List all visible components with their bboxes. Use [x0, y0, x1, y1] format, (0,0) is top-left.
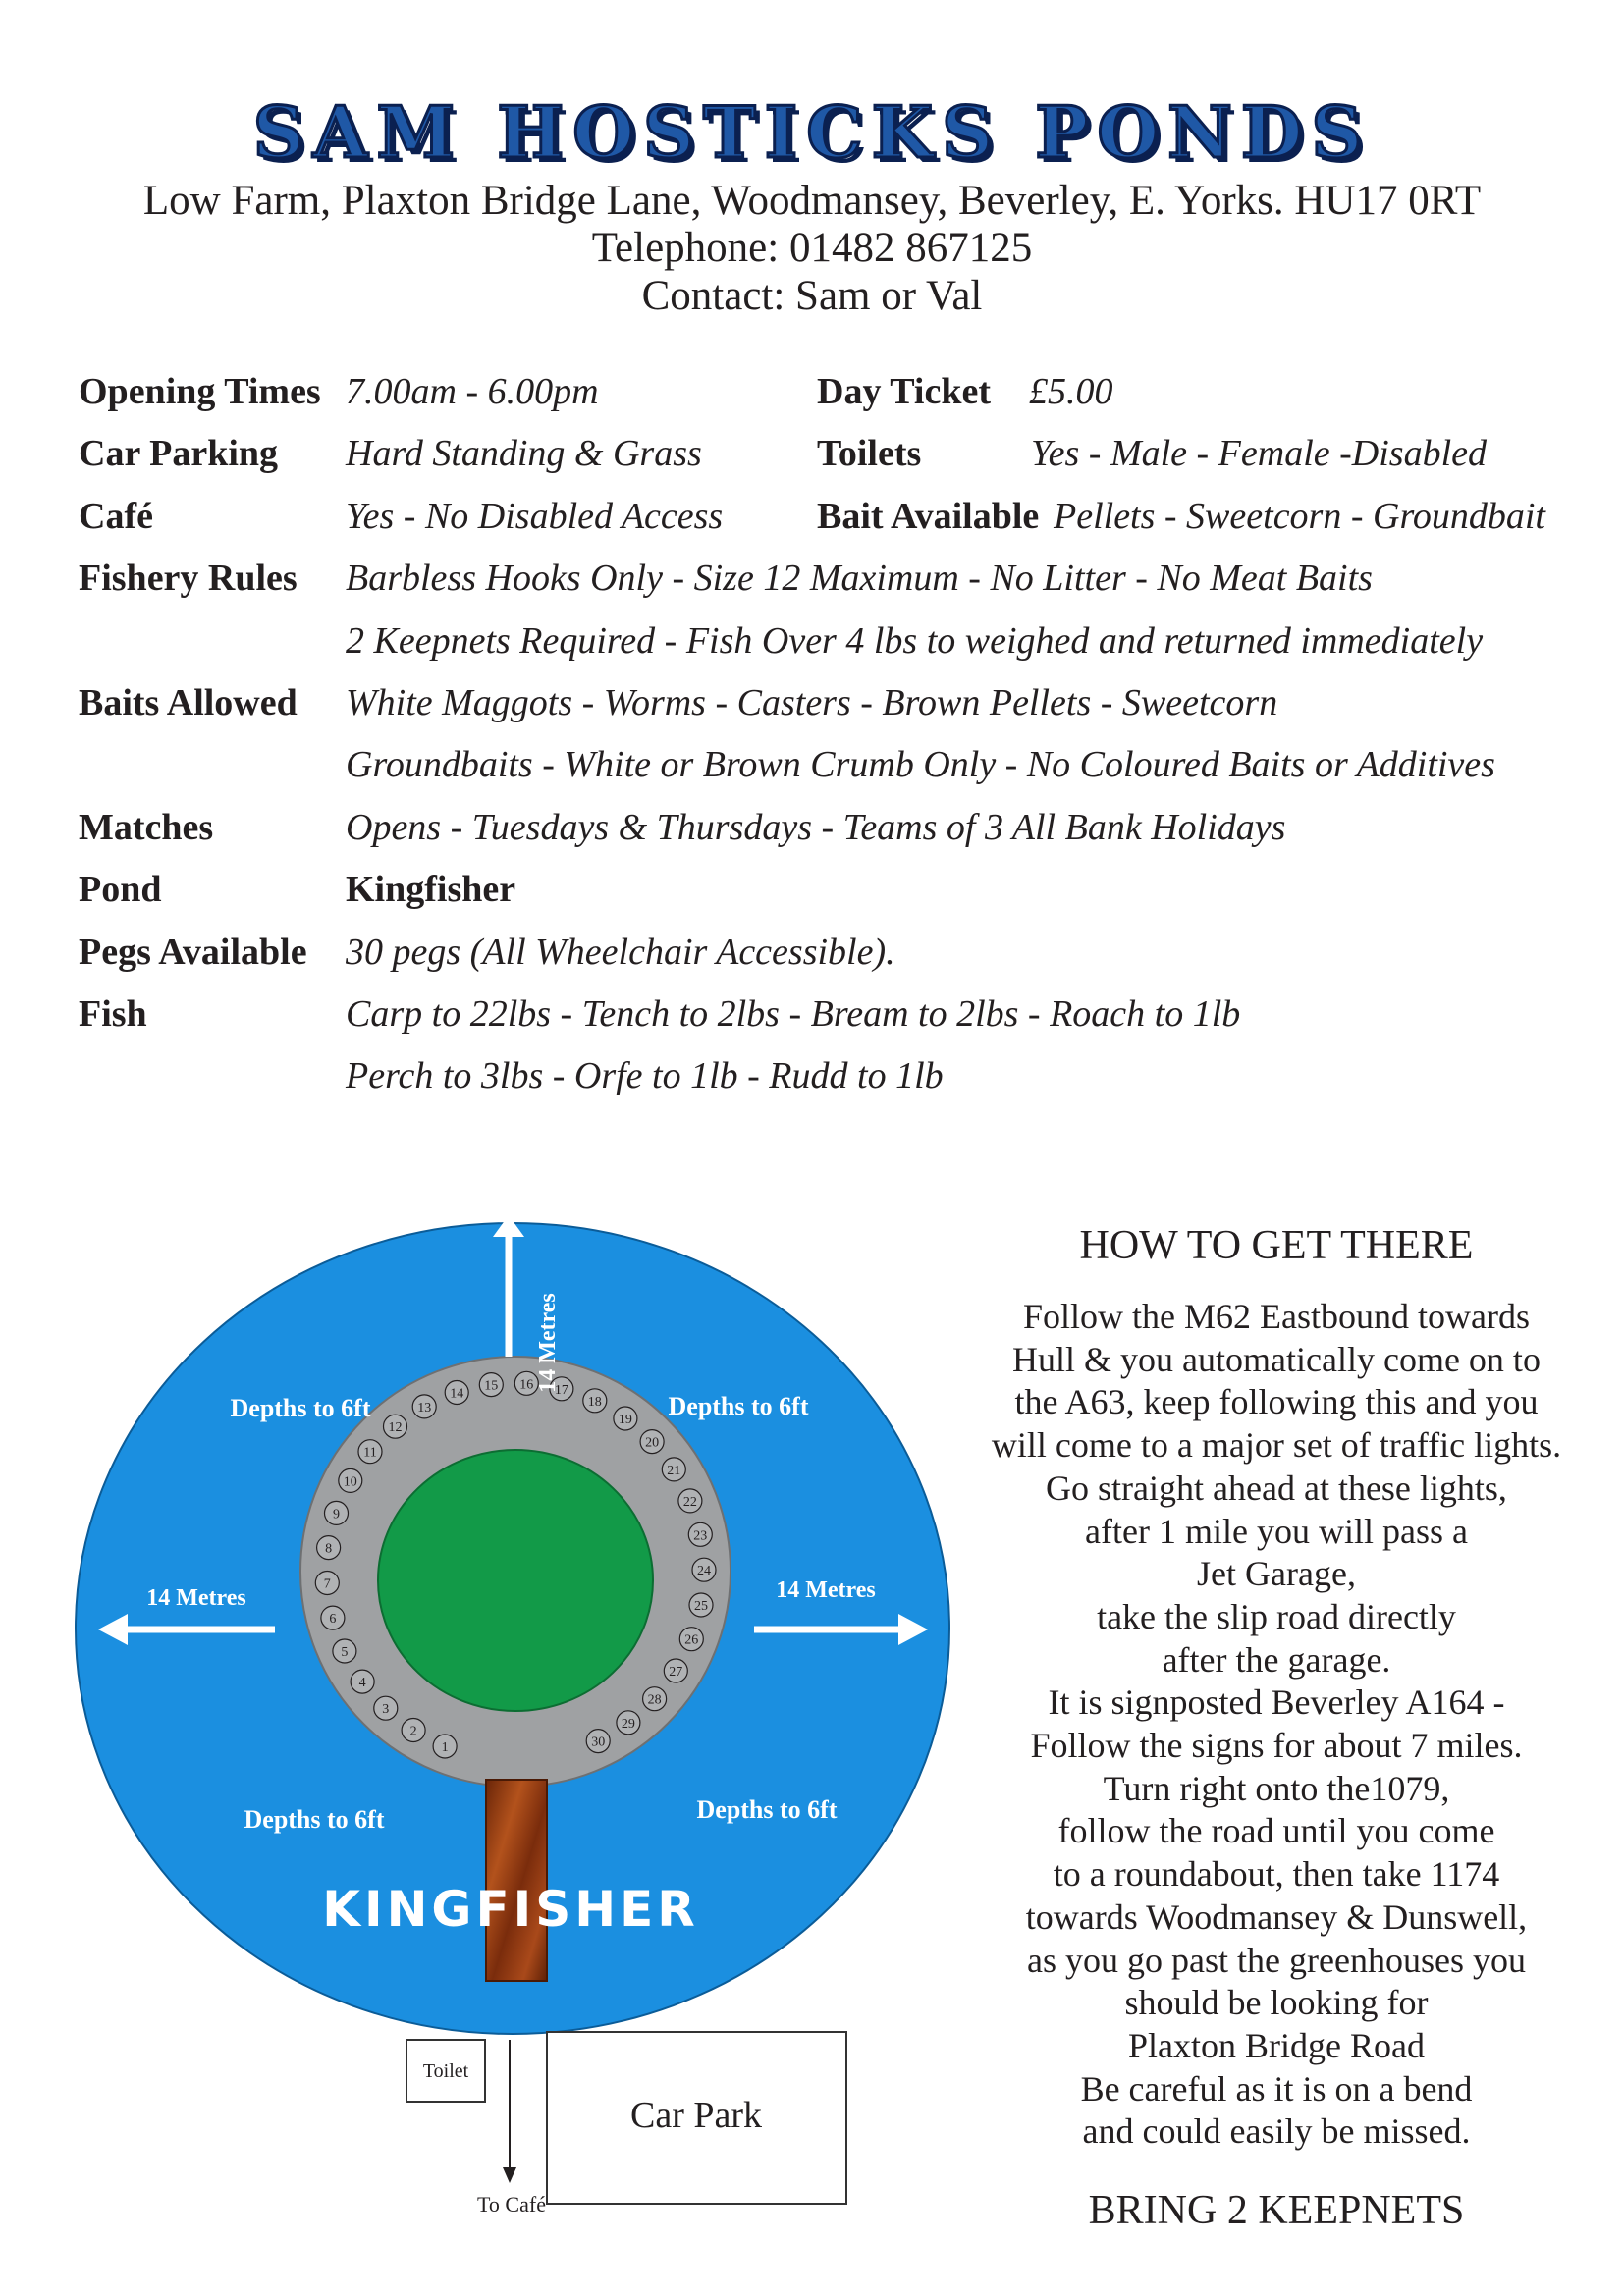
peg-number: 20 [645, 1435, 660, 1451]
day-ticket-label: Day Ticket [817, 371, 991, 412]
opening-times-value: 7.00am - 6.00pm [346, 371, 599, 412]
island [378, 1450, 653, 1711]
directions-line: take the slip road directly [1097, 1596, 1456, 1636]
peg-20 [640, 1430, 664, 1454]
peg-number: 4 [358, 1676, 366, 1691]
info-row-rules-2 [79, 615, 1571, 677]
fish-line1: Carp to 22lbs - Tench to 2lbs - Bream to 2lbs - Roach to 1lb [346, 992, 1241, 1035]
directions-line: after the garage. [1162, 1639, 1391, 1680]
pond-value: Kingfisher [346, 869, 516, 911]
directions-line: Turn right onto the1079, [1103, 1768, 1450, 1808]
peg-number: 3 [382, 1702, 390, 1718]
peg-number: 28 [647, 1692, 662, 1708]
peg-27 [664, 1659, 687, 1682]
peg-15 [479, 1373, 503, 1397]
info-row-fish-2 [79, 1050, 1571, 1112]
peg-11 [358, 1440, 382, 1464]
opening-times-label: Opening Times [79, 371, 321, 412]
bait-available-label: Bait Available [817, 495, 1040, 537]
directions-line: towards Woodmansey & Dunswell, [1025, 1896, 1528, 1937]
info-row-pond [79, 864, 1571, 926]
peg-number: 10 [343, 1474, 357, 1490]
peg-number: 17 [554, 1382, 568, 1398]
matches-value: Opens - Tuesdays & Thursdays - Teams of 3 All Bank Holidays [346, 806, 1286, 848]
pond-map [0, 1178, 962, 2238]
peg-28 [643, 1687, 667, 1711]
to-cafe-label: To Café [477, 2192, 546, 2216]
toilet-label: Toilet [422, 2060, 469, 2082]
peg-number: 5 [341, 1645, 349, 1660]
depth-label-br: Depths to 6ft [696, 1795, 838, 1824]
baits-allowed-label: Baits Allowed [79, 681, 298, 723]
peg-7 [315, 1572, 339, 1595]
pegs-available-value: 30 pegs (All Wheelchair Accessible). [346, 931, 895, 973]
directions-line: Follow the M62 Eastbound towards [1023, 1297, 1530, 1336]
info-row-opening [79, 366, 1571, 428]
peg-29 [617, 1711, 640, 1735]
peg-number: 23 [693, 1528, 708, 1544]
peg-4 [351, 1670, 374, 1693]
peg-number: 26 [684, 1632, 699, 1648]
peg-9 [325, 1501, 349, 1524]
fishery-rules-line2: 2 Keepnets Required - Fish Over 4 lbs to weighed and returned immediately [346, 619, 1484, 662]
peg-14 [445, 1381, 468, 1405]
directions-line: Hull & you automatically come on to [1012, 1339, 1541, 1379]
peg-number: 12 [388, 1420, 403, 1436]
fishery-rules-line1: Barbless Hooks Only - Size 12 Maximum - No Litter - No Meat Baits [346, 558, 1373, 600]
peg-30 [586, 1730, 610, 1753]
fish-label: Fish [79, 992, 147, 1035]
info-row-matches [79, 802, 1571, 864]
directions-line: Plaxton Bridge Road [1128, 2025, 1425, 2065]
peg-number: 9 [333, 1507, 340, 1522]
peg-number: 11 [363, 1445, 377, 1461]
info-row-baits-2 [79, 739, 1571, 801]
contact: Contact: Sam or Val [641, 273, 983, 319]
info-row-parking [79, 428, 1571, 490]
directions-line: will come to a major set of traffic lights. [991, 1425, 1562, 1466]
peg-19 [614, 1407, 637, 1430]
directions-line: to a roundabout, then take 1174 [1053, 1854, 1500, 1895]
metres-top-label: 14 Metres [535, 1293, 561, 1393]
peg-3 [374, 1696, 398, 1720]
peg-2 [402, 1719, 425, 1742]
peg-number: 25 [694, 1599, 708, 1614]
peg-number: 16 [519, 1377, 534, 1393]
peg-number: 8 [325, 1541, 333, 1557]
address: Low Farm, Plaxton Bridge Lane, Woodmansey, Beverley, E. Yorks. HU17 0RT [142, 178, 1482, 224]
peg-number: 24 [697, 1564, 711, 1579]
peg-26 [679, 1628, 703, 1651]
peg-13 [412, 1395, 436, 1418]
peg-number: 22 [682, 1494, 697, 1510]
peg-number: 21 [667, 1463, 681, 1478]
page-title: SAM HOSTICKS PONDS [252, 90, 1372, 174]
fishery-rules-label: Fishery Rules [79, 558, 298, 600]
directions-title: HOW TO GET THERE [1079, 1223, 1474, 1268]
depth-label-tr: Depths to 6ft [668, 1392, 809, 1420]
directions-line: should be looking for [1124, 1983, 1429, 2023]
peg-25 [689, 1593, 713, 1617]
peg-number: 2 [409, 1724, 417, 1739]
peg-24 [692, 1558, 716, 1581]
peg-5 [333, 1639, 356, 1663]
peg-23 [688, 1522, 712, 1546]
peg-number: 15 [484, 1378, 499, 1394]
peg-22 [678, 1489, 702, 1513]
directions-line: after 1 mile you will pass a [1085, 1511, 1468, 1551]
keepnets-note: BRING 2 KEEPNETS [1088, 2188, 1465, 2233]
peg-1 [433, 1735, 457, 1758]
peg-6 [321, 1606, 345, 1629]
directions-line: as you go past the greenhouses you [1027, 1940, 1526, 1980]
metres-right-label: 14 Metres [776, 1577, 876, 1603]
peg-number: 13 [417, 1400, 432, 1415]
peg-18 [583, 1389, 607, 1413]
peg-number: 29 [621, 1716, 635, 1732]
fish-line2: Perch to 3lbs - Orfe to 1lb - Rudd to 1lb [346, 1055, 944, 1097]
peg-number: 30 [591, 1735, 606, 1750]
peg-number: 7 [323, 1576, 331, 1592]
directions-line: follow the road until you come [1057, 1811, 1495, 1851]
matches-label: Matches [79, 806, 214, 848]
peg-21 [662, 1458, 685, 1481]
peg-number: 6 [329, 1612, 337, 1628]
toilets-value: Yes - Male - Female -Disabled [1031, 433, 1487, 475]
directions-line: Jet Garage, [1197, 1554, 1356, 1594]
info-row-cafe [79, 491, 1571, 553]
peg-8 [317, 1536, 341, 1560]
bait-available-value: Pellets - Sweetcorn - Groundbait [1054, 495, 1545, 537]
directions-line: Follow the signs for about 7 miles. [1030, 1726, 1523, 1766]
directions-line: It is signposted Beverley A164 - [1048, 1682, 1505, 1723]
directions-line: and could easily be missed. [1082, 2111, 1471, 2152]
baits-allowed-line1: White Maggots - Worms - Casters - Brown Pellets - Sweetcorn [346, 681, 1278, 723]
info-row-rules [79, 553, 1571, 614]
baits-allowed-line2: Groundbaits - White or Brown Crumb Only - No Coloured Baits or Additives [346, 744, 1495, 786]
metres-left-label: 14 Metres [146, 1585, 246, 1611]
info-table [79, 366, 1571, 1113]
info-row-pegs [79, 927, 1571, 988]
peg-number: 14 [450, 1386, 464, 1402]
peg-number: 19 [618, 1413, 632, 1427]
pond-name-label: KINGFISHER [322, 1881, 699, 1938]
peg-12 [384, 1415, 407, 1438]
cafe-label: Café [79, 495, 153, 537]
pegs-available-label: Pegs Available [79, 931, 307, 973]
arrow-down-icon [503, 2040, 516, 2183]
pond-label: Pond [79, 869, 162, 911]
day-ticket-value: £5.00 [1029, 371, 1113, 412]
peg-number: 18 [587, 1394, 602, 1410]
info-row-fish [79, 988, 1571, 1050]
peg-number: 1 [441, 1740, 449, 1755]
car-park-label: Car Park [629, 2095, 763, 2136]
peg-number: 27 [669, 1665, 683, 1680]
toilets-label: Toilets [817, 433, 922, 475]
car-parking-label: Car Parking [79, 433, 279, 475]
car-parking-value: Hard Standing & Grass [346, 433, 702, 475]
directions-line: Go straight ahead at these lights, [1046, 1468, 1507, 1508]
telephone: Telephone: 01482 867125 [591, 225, 1033, 271]
depth-label-tl: Depths to 6ft [230, 1394, 371, 1422]
peg-10 [339, 1468, 362, 1492]
cafe-value: Yes - No Disabled Access [346, 495, 724, 537]
info-row-baits [79, 677, 1571, 739]
directions-line: the A63, keep following this and you [1014, 1382, 1539, 1422]
depth-label-bl: Depths to 6ft [244, 1805, 385, 1834]
directions-text [923, 1296, 1624, 2154]
directions-line: Be careful as it is on a bend [1080, 2068, 1473, 2109]
